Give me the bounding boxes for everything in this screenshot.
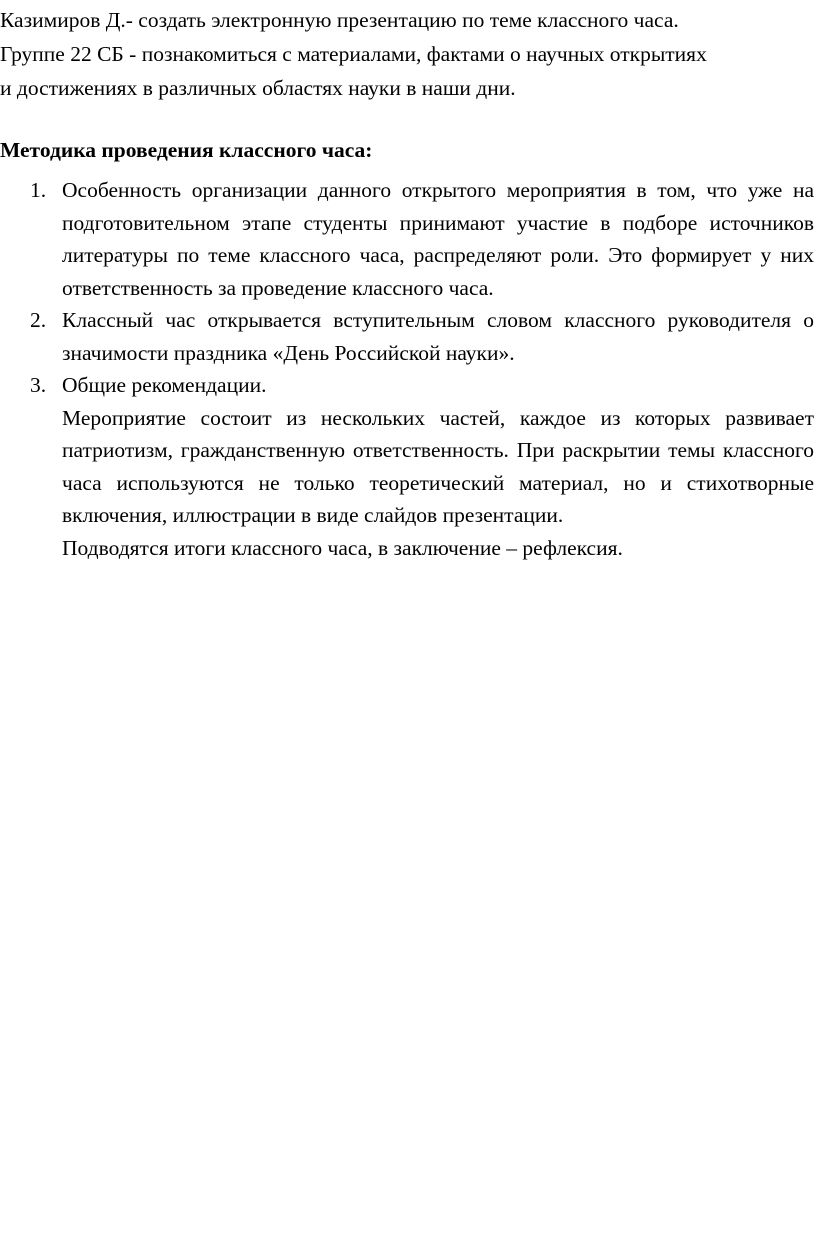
list-item (0, 304, 814, 369)
list-item-text: Особенность организации данного открытого мероприятия в том, что уже на подготовительном этапе студенты принимают участие в подборе источников литературы по теме классного часа, распределяют роли. Это формирует у них ответственность за проведение классного часа. (62, 178, 814, 300)
list-item-text: Общие рекомендации. (62, 373, 267, 397)
list-item-paragraph: Мероприятие состоит из нескольких частей, каждое из которых развивает патриотизм, гражданственную ответственность. При раскрытии темы классного часа используются не только теоретический материал, но и стихотворные включения, иллюстрации в виде слайдов презентации. (62, 405, 814, 527)
list-item-number: 2. (30, 308, 47, 332)
list-item (0, 369, 814, 564)
intro-line-2: Группе 22 СБ - познакомиться с материалами, фактами о научных открытиях (0, 42, 707, 66)
list-item (0, 174, 814, 304)
list-item-text: Классный час открывается вступительным словом классного руководителя о значимости праздника «День Российской науки». (62, 308, 814, 365)
intro-line-3: и достижениях в различных областях науки в наши дни. (0, 76, 516, 100)
intro-line-1: Казимиров Д.- создать электронную презентацию по теме классного часа. (0, 8, 679, 32)
list-item-number: 3. (30, 373, 47, 397)
numbered-list (0, 174, 816, 564)
list-item-paragraph: Подводятся итоги классного часа, в заключение – рефлексия. (62, 535, 623, 560)
list-item-number: 1. (30, 178, 47, 202)
section-heading: Методика проведения классного часа: (0, 138, 373, 162)
